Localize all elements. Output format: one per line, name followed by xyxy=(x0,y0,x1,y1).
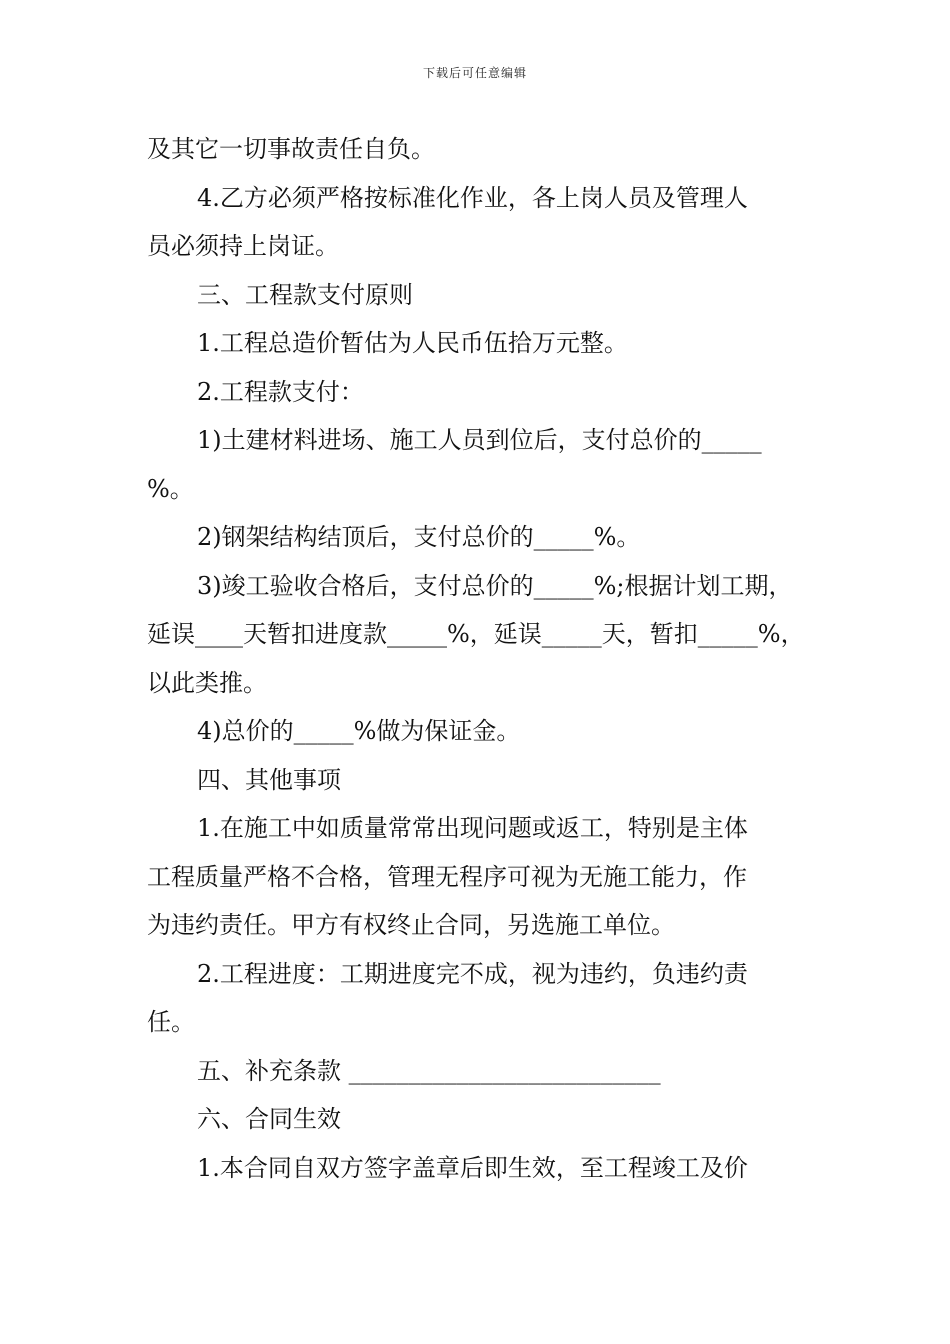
paragraph xyxy=(147,562,817,708)
paragraph xyxy=(147,319,817,368)
text-line: 1.工程总造价暂估为人民币伍拾万元整。 xyxy=(197,329,628,357)
text-line: 工程质量严格不合格，管理无程序可视为无施工能力，作 xyxy=(147,862,747,891)
text-line: 为违约责任。甲方有权终止合同，另选施工单位。 xyxy=(147,911,675,939)
section-heading xyxy=(147,1095,817,1144)
section-heading xyxy=(147,271,817,320)
document-body xyxy=(147,125,817,1192)
text-line: 五、补充条款 __________________________ xyxy=(197,1056,661,1085)
paragraph xyxy=(147,368,817,417)
text-line: 2)钢架结构结顶后，支付总价的_____%。 xyxy=(197,523,641,551)
paragraph xyxy=(147,1144,817,1193)
page-header: 下载后可任意编辑 xyxy=(422,66,527,80)
text-line: 三、工程款支付原则 xyxy=(197,280,413,309)
paragraph xyxy=(147,416,817,513)
paragraph xyxy=(147,125,817,174)
paragraph xyxy=(147,513,817,562)
text-line: 四、其他事项 xyxy=(197,765,341,794)
text-line: 员必须持上岗证。 xyxy=(147,232,339,260)
text-line: 六、合同生效 xyxy=(197,1105,341,1133)
text-line: 3)竣工验收合格后，支付总价的_____%;根据计划工期， xyxy=(197,571,793,600)
section-heading xyxy=(147,756,817,805)
text-line: 2.工程进度：工期进度完不成，视为违约，负违约责 xyxy=(197,959,748,988)
paragraph xyxy=(147,174,817,271)
text-line: 以此类推。 xyxy=(147,668,267,697)
paragraph xyxy=(147,804,817,950)
paragraph xyxy=(147,950,817,1047)
text-line: 4)总价的_____%做为保证金。 xyxy=(197,717,521,745)
paragraph xyxy=(147,707,817,756)
text-line: 延误____天暂扣进度款_____%，延误_____天，暂扣_____%， xyxy=(147,620,805,648)
section-heading xyxy=(147,1047,817,1096)
text-line: %。 xyxy=(147,474,194,503)
text-line: 1.本合同自双方签字盖章后即生效，至工程竣工及价 xyxy=(197,1153,748,1182)
text-line: 1.在施工中如质量常常出现问题或返工，特别是主体 xyxy=(197,814,748,842)
text-line: 4.乙方必须严格按标准化作业，各上岗人员及管理人 xyxy=(197,183,748,212)
text-line: 1)土建材料进场、施工人员到位后，支付总价的_____ xyxy=(197,426,762,454)
text-line: 任。 xyxy=(147,1008,195,1036)
text-line: 及其它一切事故责任自负。 xyxy=(147,135,435,163)
text-line: 2.工程款支付： xyxy=(197,377,364,406)
